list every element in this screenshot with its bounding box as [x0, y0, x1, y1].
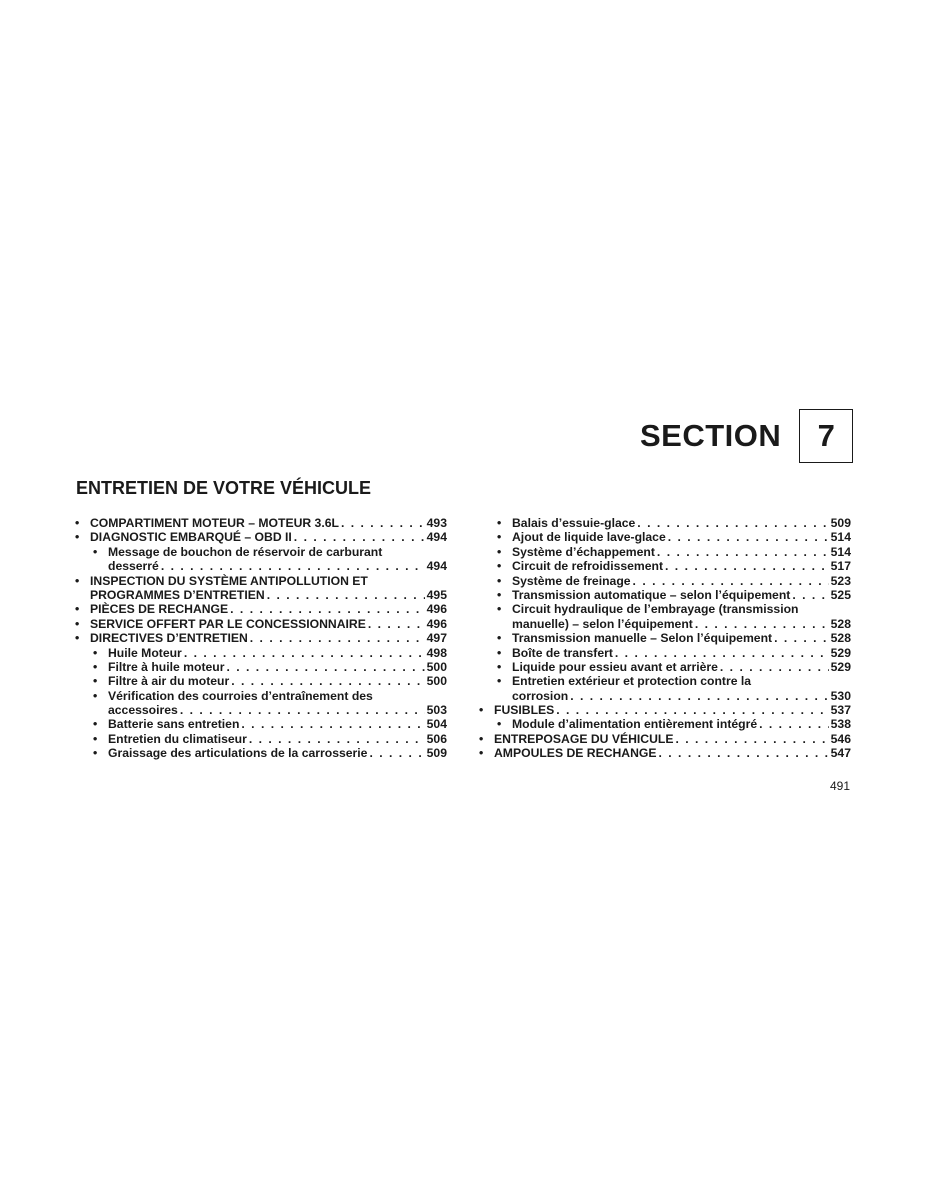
dot-leader — [615, 646, 829, 660]
bullet-icon: • — [93, 688, 98, 703]
toc-entry-page: 538 — [830, 717, 851, 732]
chapter-title: ENTRETIEN DE VOTRE VÉHICULE — [76, 478, 372, 498]
dot-leader — [675, 732, 828, 746]
dot-leader — [792, 588, 828, 602]
dot-leader — [659, 746, 829, 760]
bullet-icon: • — [479, 746, 484, 761]
bullet-icon: • — [497, 516, 502, 530]
toc-entry-page: 529 — [830, 645, 851, 660]
section-label: SECTION — [640, 418, 782, 453]
toc-entry[interactable] — [75, 689, 447, 718]
toc-entry-page: 500 — [426, 659, 447, 674]
bullet-icon: • — [93, 645, 98, 660]
toc-entry-title: Ajout de liquide lave-glace — [512, 530, 666, 545]
bullet-icon: • — [93, 717, 98, 732]
dot-leader — [668, 530, 829, 544]
toc-entry-title: Graissage des articulations de la carrosserie — [108, 746, 368, 761]
toc-entry-page: 528 — [830, 616, 851, 631]
bullet-icon: • — [497, 573, 502, 588]
toc-entry[interactable] — [479, 516, 851, 530]
toc-entry[interactable] — [479, 674, 851, 703]
toc-entry-page: 496 — [426, 616, 447, 631]
toc-entry-title: Filtre à air du moteur — [108, 674, 230, 689]
toc-entry-title: Transmission automatique – selon l’équipement — [512, 587, 791, 602]
toc-entry-page: 494 — [426, 530, 447, 545]
dot-leader — [184, 646, 425, 660]
bullet-icon: • — [497, 602, 502, 617]
dot-leader — [657, 545, 829, 559]
toc-entry-title: Balais d’essuie-glace — [512, 516, 636, 530]
bullet-icon: • — [93, 544, 98, 559]
bullet-icon: • — [93, 731, 98, 746]
toc-entry[interactable] — [75, 516, 447, 530]
bullet-icon: • — [497, 674, 502, 689]
toc-entry-page: 494 — [426, 559, 447, 574]
toc-entry-title: ENTREPOSAGE DU VÉHICULE — [494, 731, 674, 746]
toc-entry-title: SERVICE OFFERT PAR LE CONCESSIONNAIRE — [90, 616, 366, 631]
toc-entry-title: desserré — [108, 559, 159, 574]
bullet-icon: • — [93, 674, 98, 689]
toc-entry-page: 547 — [830, 746, 851, 761]
bullet-icon: • — [75, 631, 80, 646]
toc-entry[interactable] — [75, 660, 447, 674]
bullet-icon: • — [497, 587, 502, 602]
bullet-icon: • — [479, 703, 484, 718]
toc-entry[interactable] — [75, 617, 447, 631]
toc-entry-page: 525 — [830, 587, 851, 602]
section-header — [640, 409, 853, 463]
toc-entry-page: 530 — [830, 688, 851, 703]
dot-leader — [230, 602, 425, 616]
toc-entry-page: 497 — [426, 631, 447, 646]
bullet-icon: • — [75, 516, 80, 530]
bullet-icon: • — [75, 530, 80, 545]
section-number-box: 7 — [799, 409, 853, 463]
toc-entry-title: PROGRAMMES D’ENTRETIEN — [90, 587, 265, 602]
toc-entry[interactable] — [75, 574, 447, 603]
toc-entry[interactable] — [479, 717, 851, 731]
toc-entry[interactable] — [479, 703, 851, 717]
dot-leader — [720, 660, 829, 674]
page-number: 491 — [830, 779, 851, 793]
toc-entry-page: 514 — [830, 544, 851, 559]
toc-entry-title: Huile Moteur — [108, 645, 182, 660]
toc-entry-title: DIRECTIVES D’ENTRETIEN — [90, 631, 248, 646]
dot-leader — [267, 588, 425, 602]
toc-entry-page: 506 — [426, 731, 447, 746]
toc-entry-title: manuelle) – selon l’équipement — [512, 616, 693, 631]
toc-right-column — [479, 516, 851, 761]
bullet-icon: • — [497, 631, 502, 646]
toc-entry-page: 498 — [426, 645, 447, 660]
toc-entry-title: INSPECTION DU SYSTÈME ANTIPOLLUTION ET — [90, 573, 368, 588]
toc-entry[interactable] — [75, 746, 447, 760]
toc-entry[interactable] — [479, 545, 851, 559]
toc-entry-page: 514 — [830, 530, 851, 545]
dot-leader — [161, 559, 425, 573]
dot-leader — [665, 559, 829, 573]
toc-entry-title: Circuit de refroidissement — [512, 559, 664, 574]
toc-entry-page: 523 — [830, 573, 851, 588]
toc-left-column — [75, 516, 447, 761]
toc-entry-page: 537 — [830, 703, 851, 718]
toc-entry-title: Boîte de transfert — [512, 645, 613, 660]
dot-leader — [226, 660, 424, 674]
toc-entry[interactable] — [479, 732, 851, 746]
toc-entry-title: PIÈCES DE RECHANGE — [90, 602, 229, 617]
toc-entry-title: Système d’échappement — [512, 544, 655, 559]
bullet-icon: • — [497, 544, 502, 559]
toc-entry-title: Message de bouchon de réservoir de carburant — [108, 544, 383, 559]
toc-entry[interactable] — [75, 717, 447, 731]
toc-entry-title: Entretien du climatiseur — [108, 731, 247, 746]
toc-entry-title: Batterie sans entretien — [108, 717, 240, 732]
toc-entry-page: 493 — [426, 516, 447, 530]
dot-leader — [249, 732, 425, 746]
toc-entry[interactable] — [75, 530, 447, 544]
toc-entry-page: 529 — [830, 659, 851, 674]
toc-entry-title: Transmission manuelle – Selon l’équipement — [512, 631, 773, 646]
toc-entry[interactable] — [479, 602, 851, 631]
dot-leader — [341, 516, 425, 530]
bullet-icon: • — [497, 717, 502, 732]
dot-leader — [774, 631, 829, 645]
toc-entry[interactable] — [75, 545, 447, 574]
toc-entry-page: 496 — [426, 602, 447, 617]
bullet-icon: • — [497, 559, 502, 574]
bullet-icon: • — [497, 659, 502, 674]
bullet-icon: • — [75, 602, 80, 617]
toc-entry[interactable] — [479, 530, 851, 544]
toc-entry-title: Module d’alimentation entièrement intégré — [512, 717, 758, 732]
toc-entry-page: 504 — [426, 717, 447, 732]
dot-leader — [294, 530, 425, 544]
toc-entry-page: 503 — [426, 703, 447, 718]
dot-leader — [180, 703, 425, 717]
toc-entry-title: FUSIBLES — [494, 703, 555, 718]
toc-entry-page: 509 — [426, 746, 447, 761]
toc-entry[interactable] — [75, 732, 447, 746]
bullet-icon: • — [497, 645, 502, 660]
toc-entry[interactable] — [479, 646, 851, 660]
toc-entry-title: corrosion — [512, 688, 569, 703]
dot-leader — [231, 674, 424, 688]
dot-leader — [633, 574, 829, 588]
dot-leader — [556, 703, 828, 717]
toc-entry-page: 528 — [830, 631, 851, 646]
bullet-icon: • — [479, 731, 484, 746]
toc-entry-title: Liquide pour essieu avant et arrière — [512, 659, 718, 674]
toc-entry-page: 546 — [830, 731, 851, 746]
bullet-icon: • — [93, 659, 98, 674]
toc-entry[interactable] — [479, 559, 851, 573]
bullet-icon: • — [75, 573, 80, 588]
toc-entry-title: Système de freinage — [512, 573, 631, 588]
toc-entry[interactable] — [479, 746, 851, 760]
dot-leader — [368, 617, 425, 631]
toc-entry[interactable] — [75, 646, 447, 660]
toc-entry[interactable] — [479, 574, 851, 588]
toc-entry-title: Circuit hydraulique de l’embrayage (transmission — [512, 602, 799, 617]
toc-entry[interactable] — [479, 660, 851, 674]
dot-leader — [695, 617, 829, 631]
toc-entry[interactable] — [479, 631, 851, 645]
dot-leader — [637, 516, 828, 530]
toc-entry-page: 517 — [830, 559, 851, 574]
toc-entry-title: COMPARTIMENT MOTEUR – MOTEUR 3.6L — [90, 516, 339, 530]
toc-entry-page: 500 — [426, 674, 447, 689]
toc-entry-title: accessoires — [108, 703, 178, 718]
toc-entry-title: AMPOULES DE RECHANGE — [494, 746, 657, 761]
bullet-icon: • — [75, 616, 80, 631]
toc-entry-title: Vérification des courroies d’entraînement des — [108, 688, 373, 703]
toc-entry[interactable] — [75, 602, 447, 616]
toc-entry-title: Filtre à huile moteur — [108, 659, 225, 674]
toc-entry-title: Entretien extérieur et protection contre la — [512, 674, 752, 689]
toc-entry[interactable] — [479, 588, 851, 602]
toc-entry-page: 509 — [830, 516, 851, 530]
toc-entry[interactable] — [75, 631, 447, 645]
dot-leader — [241, 717, 424, 731]
dot-leader — [250, 631, 425, 645]
toc-entry[interactable] — [75, 674, 447, 688]
toc-entry-title: DIAGNOSTIC EMBARQUÉ – OBD II — [90, 530, 292, 545]
bullet-icon: • — [93, 746, 98, 761]
bullet-icon: • — [497, 530, 502, 545]
dot-leader — [369, 746, 424, 760]
toc-entry-page: 495 — [426, 587, 447, 602]
dot-leader — [759, 717, 829, 731]
dot-leader — [570, 689, 828, 703]
